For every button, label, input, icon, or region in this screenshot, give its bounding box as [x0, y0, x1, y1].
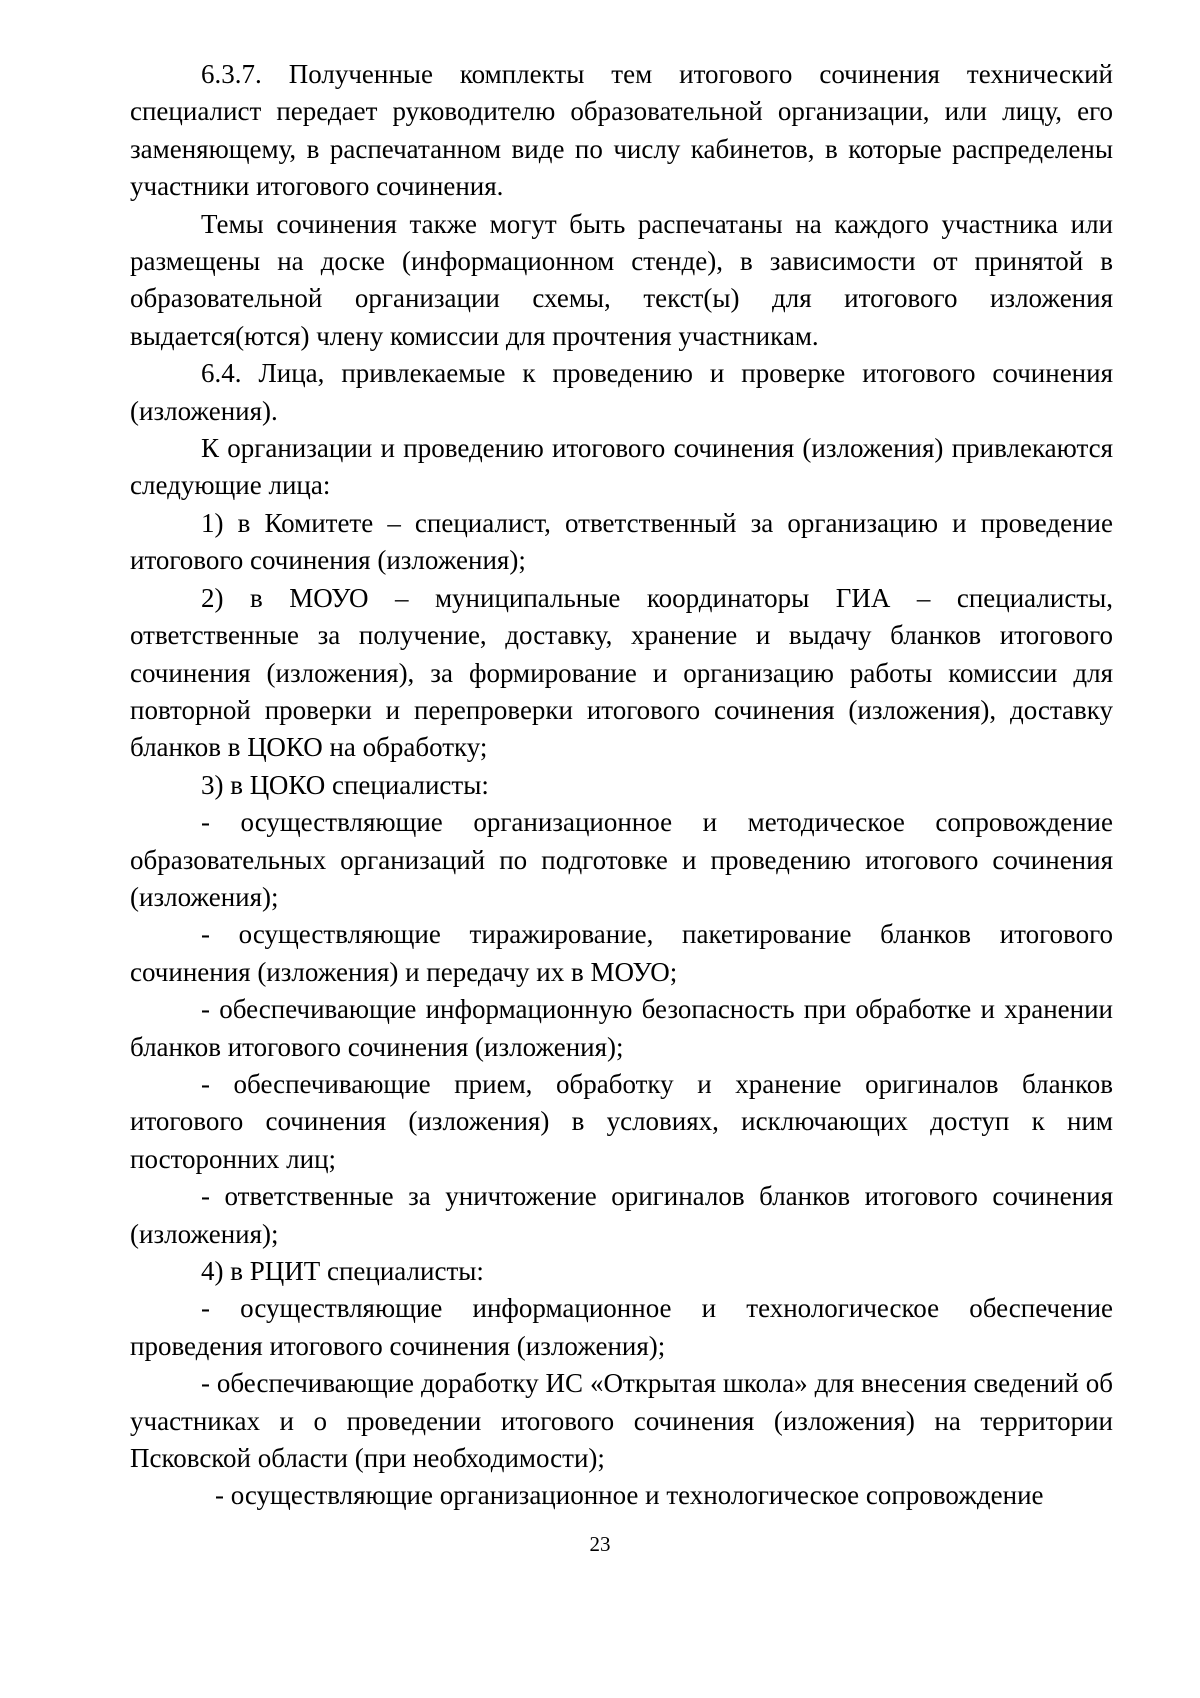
coko-task-info-security: - обеспечивающие информационную безопасность при обработке и хранении бланков итогового сочинения (изложения);: [130, 994, 1113, 1062]
coko-task-methodical-support: - осуществляющие организационное и методическое сопровождение образовательных организаций по подготовке и проведению итогового сочинения (изложения);: [130, 807, 1113, 912]
coko-task-replication: - осуществляющие тиражирование, пакетирование бланков итогового сочинения (изложения) и передачу их в МОУО;: [130, 919, 1113, 987]
list-item-committee: 1) в Комитете – специалист, ответственный за организацию и проведение итогового сочинения (изложения);: [130, 507, 1113, 576]
coko-task-storage: - обеспечивающие прием, обработку и хранение оригиналов бланков итогового сочинения (изложения) в условиях, исключающих доступ к ним посторонних лиц;: [130, 1068, 1113, 1174]
paragraph-topics-printing: Темы сочинения также могут быть распечатаны на каждого участника или размещены на доске (информационном стенде), в зависимости от принятой в образовательной организации схемы, текст(ы) для итогового изложения выдается(ются) члену комиссии для прочтения участникам.: [130, 208, 1113, 351]
list-item-rcit: 4) в РЦИТ специалисты:: [201, 1256, 484, 1286]
paragraph-6-4-heading: 6.4. Лица, привлекаемые к проведению и проверке итогового сочинения (изложения).: [130, 358, 1113, 426]
list-item-mouo: 2) в МОУО – муниципальные координаторы ГИА – специалисты, ответственные за получение, доставку, хранение и выдачу бланков итогового сочинения (изложения), за формирование и организацию работы комиссии для повторной проверки и перепроверки итогового сочинения (изложения), доставку бланков в ЦОКО на обработку;: [130, 582, 1113, 763]
page-number: 23: [589, 1532, 611, 1556]
rcit-task-org-support: - осуществляющие организационное и технологическое сопровождение: [215, 1480, 1044, 1511]
rcit-task-tech-support: - осуществляющие информационное и технологическое обеспечение проведения итогового сочинения (изложения);: [130, 1293, 1113, 1361]
paragraph-6-3-7: 6.3.7. Полученные комплекты тем итогового сочинения технический специалист передает руководителю образовательной организации, или лицу, его заменяющему, в распечатанном виде по числу кабинетов, в которые распределены участники итогового сочинения.: [130, 59, 1113, 202]
document-body: [130, 56, 1113, 1515]
paragraph-involved-persons-intro: К организации и проведению итогового сочинения (изложения) привлекаются следующие лица:: [130, 433, 1113, 501]
rcit-task-open-school: - обеспечивающие доработку ИС «Открытая школа» для внесения сведений об участниках и о проведении итогового сочинения (изложения) на территории Псковской области (при необходимости);: [130, 1368, 1113, 1474]
coko-task-destruction: - ответственные за уничтожение оригиналов бланков итогового сочинения (изложения);: [130, 1181, 1113, 1249]
list-item-coko: 3) в ЦОКО специалисты:: [201, 769, 489, 800]
